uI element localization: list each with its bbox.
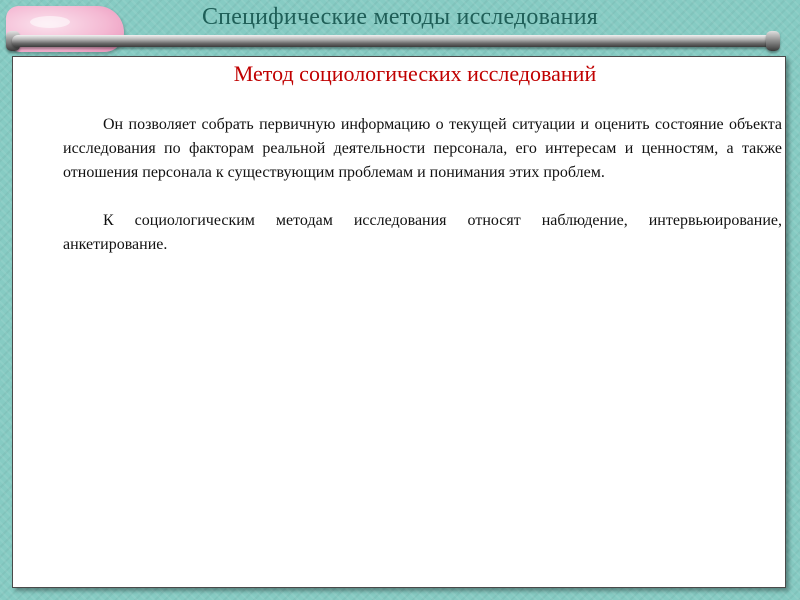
- rod-right-cap: [766, 31, 780, 51]
- slide-title: Специфические методы исследования: [201, 4, 599, 30]
- body-text: [63, 113, 782, 281]
- section-title: Метод социологических исследований: [233, 61, 597, 86]
- paragraph-1: Он позволяет собрать первичную информацию о текущей ситуации и оценить состояние объекта исследования по факторам реальной деятельности персонала, его интересам и ценностям, а также отношения персонала к существующим проблемам и понимания этих проблем.: [63, 116, 782, 181]
- paragraph-2: К социологическим методам исследования относят наблюдение, интервьюирование, анкетирование.: [63, 212, 782, 253]
- decorative-rod: [12, 35, 772, 47]
